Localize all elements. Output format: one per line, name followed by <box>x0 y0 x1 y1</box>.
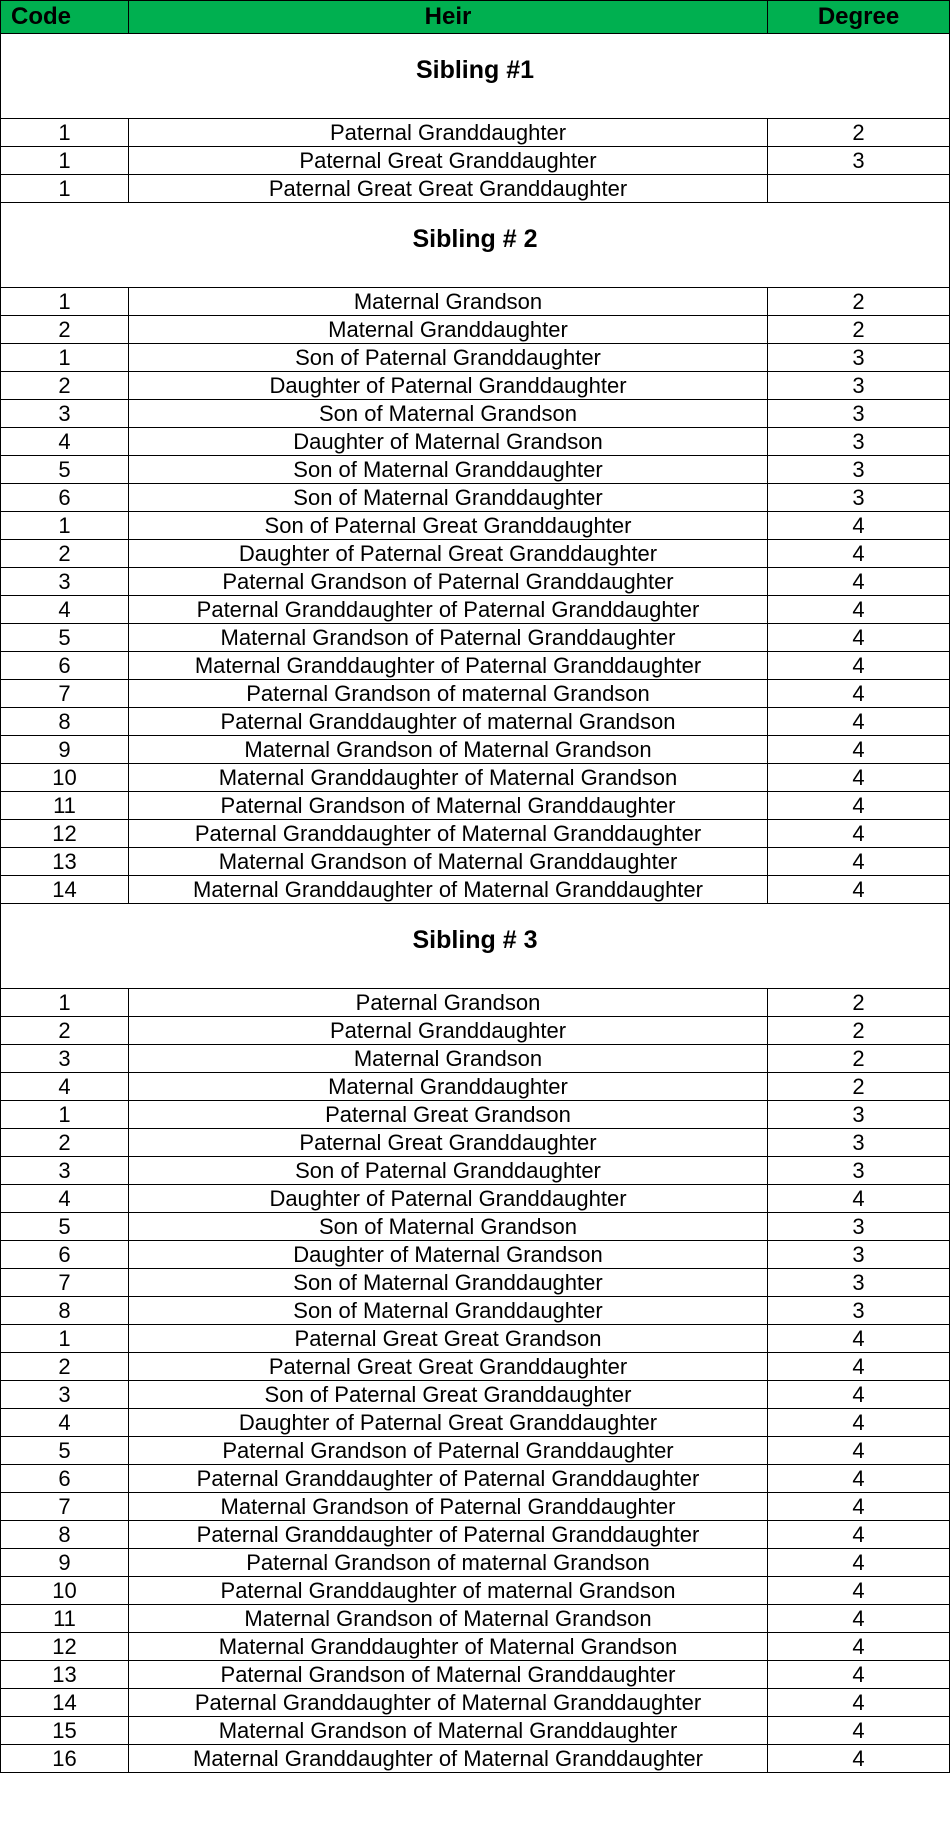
code-cell: 10 <box>1 764 129 792</box>
table-row <box>1 1577 950 1605</box>
heir-cell: Maternal Grandson <box>129 288 768 316</box>
degree-cell: 4 <box>768 1185 950 1213</box>
code-cell: 8 <box>1 708 129 736</box>
table-row <box>1 820 950 848</box>
code-cell: 13 <box>1 848 129 876</box>
heir-cell: Paternal Granddaughter of Maternal Granddaughter <box>129 820 768 848</box>
code-cell: 6 <box>1 1465 129 1493</box>
table-row <box>1 1297 950 1325</box>
code-cell: 14 <box>1 1689 129 1717</box>
code-cell: 1 <box>1 1325 129 1353</box>
header-row <box>1 1 950 34</box>
degree-cell: 3 <box>768 372 950 400</box>
heir-cell: Daughter of Paternal Granddaughter <box>129 372 768 400</box>
degree-cell: 3 <box>768 1241 950 1269</box>
degree-cell: 4 <box>768 820 950 848</box>
table-header <box>1 1 950 34</box>
table-row <box>1 1717 950 1745</box>
table-row <box>1 288 950 316</box>
code-cell: 8 <box>1 1521 129 1549</box>
heir-cell: Paternal Great Great Granddaughter <box>129 1353 768 1381</box>
heir-cell: Maternal Grandson of Maternal Grandson <box>129 736 768 764</box>
code-cell: 12 <box>1 820 129 848</box>
table-row <box>1 596 950 624</box>
table-row <box>1 1157 950 1185</box>
table-row <box>1 764 950 792</box>
heir-cell: Maternal Granddaughter of Maternal Grandson <box>129 764 768 792</box>
degree-cell: 2 <box>768 1017 950 1045</box>
heir-cell: Son of Paternal Granddaughter <box>129 1157 768 1185</box>
section-row <box>1 904 950 989</box>
code-cell: 4 <box>1 428 129 456</box>
table-row <box>1 680 950 708</box>
heir-cell: Son of Maternal Granddaughter <box>129 484 768 512</box>
table-row <box>1 1185 950 1213</box>
table-row <box>1 1381 950 1409</box>
code-cell: 1 <box>1 175 129 203</box>
table-row <box>1 876 950 904</box>
degree-cell: 3 <box>768 1157 950 1185</box>
table-row <box>1 400 950 428</box>
heir-cell: Paternal Great Great Granddaughter <box>129 175 768 203</box>
heir-cell: Paternal Great Granddaughter <box>129 1129 768 1157</box>
degree-cell: 4 <box>768 680 950 708</box>
table-row <box>1 1241 950 1269</box>
heir-cell: Daughter of Paternal Great Granddaughter <box>129 1409 768 1437</box>
heir-cell: Daughter of Paternal Granddaughter <box>129 1185 768 1213</box>
section-title: Sibling # 3 <box>412 926 538 954</box>
code-cell: 4 <box>1 1073 129 1101</box>
heir-cell: Paternal Grandson of Paternal Granddaughter <box>129 568 768 596</box>
heir-cell: Paternal Grandson of maternal Grandson <box>129 1549 768 1577</box>
heir-cell: Paternal Grandson of maternal Grandson <box>129 680 768 708</box>
table-row <box>1 1661 950 1689</box>
degree-cell: 2 <box>768 288 950 316</box>
degree-cell: 3 <box>768 147 950 175</box>
column-header-heir: Heir <box>129 1 768 34</box>
table-row <box>1 568 950 596</box>
table-row <box>1 428 950 456</box>
degree-cell: 4 <box>768 1465 950 1493</box>
heir-cell: Paternal Great Grandson <box>129 1101 768 1129</box>
table-row <box>1 1633 950 1661</box>
table-row <box>1 1465 950 1493</box>
table-row <box>1 1129 950 1157</box>
degree-cell: 4 <box>768 596 950 624</box>
table-row <box>1 792 950 820</box>
heir-cell: Maternal Granddaughter <box>129 316 768 344</box>
degree-cell: 3 <box>768 1213 950 1241</box>
table-row <box>1 1045 950 1073</box>
degree-cell: 4 <box>768 652 950 680</box>
heir-cell: Paternal Great Granddaughter <box>129 147 768 175</box>
degree-cell: 4 <box>768 1381 950 1409</box>
table-row <box>1 1353 950 1381</box>
table-row <box>1 1493 950 1521</box>
degree-cell: 4 <box>768 1549 950 1577</box>
degree-cell: 4 <box>768 1605 950 1633</box>
table-row <box>1 484 950 512</box>
table-row <box>1 1409 950 1437</box>
table-row <box>1 1549 950 1577</box>
section-title: Sibling #1 <box>415 56 535 84</box>
code-cell: 1 <box>1 1101 129 1129</box>
degree-cell: 4 <box>768 1325 950 1353</box>
heir-cell: Son of Paternal Great Granddaughter <box>129 512 768 540</box>
code-cell: 2 <box>1 1017 129 1045</box>
code-cell: 12 <box>1 1633 129 1661</box>
table-row <box>1 1689 950 1717</box>
table-row <box>1 708 950 736</box>
column-header-degree: Degree <box>768 1 950 34</box>
heir-cell: Paternal Granddaughter of maternal Grandson <box>129 1577 768 1605</box>
degree-cell: 4 <box>768 736 950 764</box>
degree-cell: 2 <box>768 119 950 147</box>
table-row <box>1 175 950 203</box>
section-title-cell <box>1 904 950 989</box>
heir-cell: Paternal Grandson of Maternal Granddaughter <box>129 792 768 820</box>
degree-cell: 4 <box>768 876 950 904</box>
code-cell: 11 <box>1 792 129 820</box>
heir-cell: Paternal Granddaughter <box>129 119 768 147</box>
code-cell: 4 <box>1 1185 129 1213</box>
heir-cell: Paternal Granddaughter of maternal Grandson <box>129 708 768 736</box>
degree-cell: 4 <box>768 792 950 820</box>
section-title-cell <box>1 203 950 288</box>
column-header-code: Code <box>1 1 129 34</box>
heir-cell: Daughter of Maternal Grandson <box>129 428 768 456</box>
code-cell: 9 <box>1 1549 129 1577</box>
degree-cell: 4 <box>768 1689 950 1717</box>
heir-cell: Maternal Grandson of Maternal Grandson <box>129 1605 768 1633</box>
heir-cell: Maternal Granddaughter <box>129 1073 768 1101</box>
degree-cell: 3 <box>768 1269 950 1297</box>
degree-cell: 3 <box>768 1101 950 1129</box>
degree-cell: 4 <box>768 1661 950 1689</box>
degree-cell <box>768 175 950 203</box>
degree-cell: 4 <box>768 848 950 876</box>
degree-cell: 4 <box>768 1633 950 1661</box>
code-cell: 1 <box>1 288 129 316</box>
degree-cell: 4 <box>768 624 950 652</box>
code-cell: 7 <box>1 1269 129 1297</box>
degree-cell: 4 <box>768 764 950 792</box>
heir-cell: Son of Maternal Grandson <box>129 400 768 428</box>
heir-cell: Daughter of Paternal Great Granddaughter <box>129 540 768 568</box>
code-cell: 15 <box>1 1717 129 1745</box>
heir-cell: Daughter of Maternal Grandson <box>129 1241 768 1269</box>
table-row <box>1 119 950 147</box>
heir-cell: Paternal Granddaughter of Paternal Granddaughter <box>129 1465 768 1493</box>
table-row <box>1 1745 950 1773</box>
heir-cell: Maternal Granddaughter of Maternal Granddaughter <box>129 1745 768 1773</box>
section-title: Sibling # 2 <box>412 225 538 253</box>
heir-cell: Son of Paternal Great Granddaughter <box>129 1381 768 1409</box>
degree-cell: 3 <box>768 1129 950 1157</box>
code-cell: 5 <box>1 1437 129 1465</box>
heir-cell: Maternal Grandson of Paternal Granddaughter <box>129 1493 768 1521</box>
heir-cell: Paternal Grandson of Maternal Granddaughter <box>129 1661 768 1689</box>
heir-cell: Son of Maternal Granddaughter <box>129 1297 768 1325</box>
code-cell: 3 <box>1 1381 129 1409</box>
heir-cell: Maternal Granddaughter of Paternal Granddaughter <box>129 652 768 680</box>
code-cell: 3 <box>1 1157 129 1185</box>
degree-cell: 4 <box>768 1437 950 1465</box>
table-row <box>1 1521 950 1549</box>
degree-cell: 3 <box>768 428 950 456</box>
degree-cell: 4 <box>768 1353 950 1381</box>
degree-cell: 4 <box>768 568 950 596</box>
heir-cell: Paternal Great Great Grandson <box>129 1325 768 1353</box>
code-cell: 6 <box>1 652 129 680</box>
code-cell: 1 <box>1 989 129 1017</box>
code-cell: 4 <box>1 1409 129 1437</box>
heir-cell: Paternal Grandson <box>129 989 768 1017</box>
table-row <box>1 456 950 484</box>
degree-cell: 3 <box>768 484 950 512</box>
code-cell: 3 <box>1 568 129 596</box>
table-row <box>1 624 950 652</box>
code-cell: 13 <box>1 1661 129 1689</box>
table-body <box>1 34 950 1773</box>
degree-cell: 2 <box>768 316 950 344</box>
table-row <box>1 372 950 400</box>
table-row <box>1 1269 950 1297</box>
heir-cell: Son of Maternal Grandson <box>129 1213 768 1241</box>
degree-cell: 4 <box>768 1409 950 1437</box>
degree-cell: 4 <box>768 1577 950 1605</box>
degree-cell: 3 <box>768 1297 950 1325</box>
table-row <box>1 1437 950 1465</box>
heir-cell: Paternal Granddaughter <box>129 1017 768 1045</box>
section-title-cell <box>1 34 950 119</box>
table-row <box>1 652 950 680</box>
degree-cell: 2 <box>768 989 950 1017</box>
table-row <box>1 344 950 372</box>
table-row <box>1 1073 950 1101</box>
code-cell: 10 <box>1 1577 129 1605</box>
code-cell: 14 <box>1 876 129 904</box>
heir-cell: Paternal Granddaughter of Maternal Granddaughter <box>129 1689 768 1717</box>
heir-cell: Paternal Grandson of Paternal Granddaughter <box>129 1437 768 1465</box>
code-cell: 1 <box>1 147 129 175</box>
heir-cell: Maternal Grandson of Maternal Granddaughter <box>129 1717 768 1745</box>
table-row <box>1 1213 950 1241</box>
code-cell: 16 <box>1 1745 129 1773</box>
table-row <box>1 512 950 540</box>
heir-cell: Paternal Granddaughter of Paternal Granddaughter <box>129 596 768 624</box>
heir-cell: Maternal Grandson <box>129 1045 768 1073</box>
code-cell: 4 <box>1 596 129 624</box>
degree-cell: 4 <box>768 540 950 568</box>
heir-cell: Maternal Granddaughter of Maternal Granddaughter <box>129 876 768 904</box>
code-cell: 1 <box>1 512 129 540</box>
degree-cell: 4 <box>768 1745 950 1773</box>
heir-cell: Paternal Granddaughter of Paternal Granddaughter <box>129 1521 768 1549</box>
code-cell: 9 <box>1 736 129 764</box>
heir-cell: Son of Maternal Granddaughter <box>129 1269 768 1297</box>
degree-cell: 2 <box>768 1045 950 1073</box>
code-cell: 7 <box>1 680 129 708</box>
table-row <box>1 1017 950 1045</box>
table-row <box>1 540 950 568</box>
code-cell: 2 <box>1 316 129 344</box>
degree-cell: 4 <box>768 1521 950 1549</box>
table-row <box>1 736 950 764</box>
code-cell: 6 <box>1 1241 129 1269</box>
code-cell: 5 <box>1 1213 129 1241</box>
table-row <box>1 147 950 175</box>
table-row <box>1 848 950 876</box>
degree-cell: 4 <box>768 512 950 540</box>
table-row <box>1 316 950 344</box>
code-cell: 2 <box>1 1129 129 1157</box>
degree-cell: 2 <box>768 1073 950 1101</box>
code-cell: 2 <box>1 1353 129 1381</box>
degree-cell: 3 <box>768 456 950 484</box>
table-row <box>1 989 950 1017</box>
degree-cell: 3 <box>768 400 950 428</box>
section-row <box>1 203 950 288</box>
code-cell: 2 <box>1 372 129 400</box>
table-row <box>1 1325 950 1353</box>
heir-cell: Son of Maternal Granddaughter <box>129 456 768 484</box>
code-cell: 7 <box>1 1493 129 1521</box>
heir-cell: Son of Paternal Granddaughter <box>129 344 768 372</box>
heir-cell: Maternal Granddaughter of Maternal Grandson <box>129 1633 768 1661</box>
code-cell: 11 <box>1 1605 129 1633</box>
heir-cell: Maternal Grandson of Paternal Granddaughter <box>129 624 768 652</box>
code-cell: 5 <box>1 456 129 484</box>
degree-cell: 4 <box>768 1493 950 1521</box>
section-row <box>1 34 950 119</box>
code-cell: 5 <box>1 624 129 652</box>
code-cell: 6 <box>1 484 129 512</box>
code-cell: 3 <box>1 1045 129 1073</box>
code-cell: 3 <box>1 400 129 428</box>
code-cell: 8 <box>1 1297 129 1325</box>
degree-cell: 3 <box>768 344 950 372</box>
degree-cell: 4 <box>768 708 950 736</box>
code-cell: 2 <box>1 540 129 568</box>
degree-cell: 4 <box>768 1717 950 1745</box>
code-cell: 1 <box>1 119 129 147</box>
heir-cell: Maternal Grandson of Maternal Granddaughter <box>129 848 768 876</box>
code-cell: 1 <box>1 344 129 372</box>
table-row <box>1 1605 950 1633</box>
table-row <box>1 1101 950 1129</box>
